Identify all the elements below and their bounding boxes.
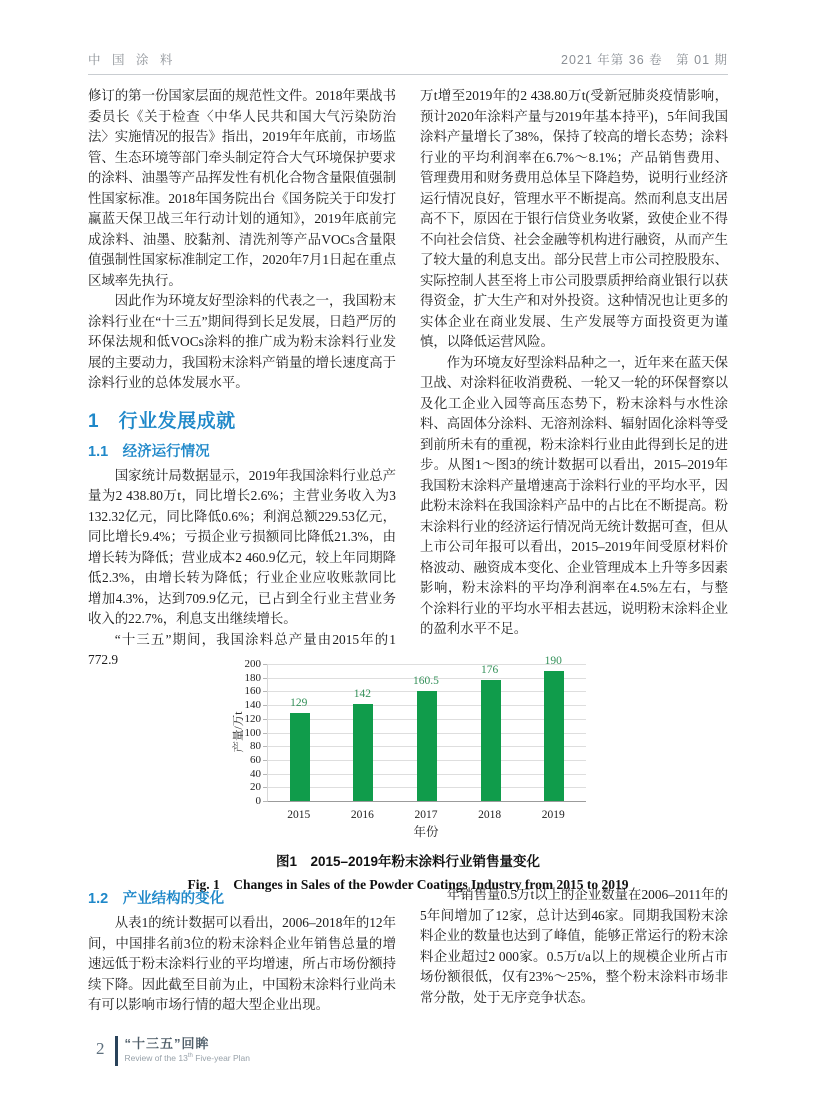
y-tick-mark bbox=[263, 678, 267, 679]
chart-bar bbox=[290, 713, 310, 801]
page-footer bbox=[96, 1036, 250, 1066]
chart-bar bbox=[544, 671, 564, 801]
y-tick-label: 80 bbox=[250, 740, 261, 753]
chart-bar bbox=[417, 691, 437, 801]
y-tick-label: 40 bbox=[250, 767, 261, 780]
section-heading-1-2: 1.2 产业结构的变化 bbox=[88, 891, 225, 907]
bar-value-label: 176 bbox=[480, 664, 499, 677]
journal-name: 中 国 涂 料 bbox=[88, 53, 177, 67]
paragraph: 修订的第一份国家层面的规范性文件。2018年栗战书委员长《关于检查〈中华人民共和国大气污染防治法〉实施情况的报告》指出，2019年年底前，市场监管、生态环境等部门牵头制定符合大气环境保护要求的涂料、油墨等产品挥发性有机化合物含量限值强制性国家标准。2018年国务院出台《国务院关于印发打赢蓝天保卫战三年行动计划的通知》，2019年底前完成涂料、油墨、胶黏剂、清洗剂等产品VOCs含量限值强制性国家标准制定工作，2020年7月1日起在重点区域率先执行。 bbox=[88, 88, 396, 288]
chart-bar bbox=[353, 704, 373, 801]
paragraph: 年销售量0.5万t以上的企业数量在2006–2011年的5年间增加了12家，总计达到46家。同期我国粉末涂料企业的数量也达到了峰值，能够正常运行的粉末涂料企业超过2 000家。0.5万t/a以上的规模企业所占市场份额很低，仅有23%～25%，整个粉末涂料市场非常分散，处于无序竞争状态。 bbox=[420, 887, 728, 1005]
y-tick-mark bbox=[263, 691, 267, 692]
y-tick-label: 0 bbox=[255, 795, 261, 807]
figure-1-bar-chart bbox=[224, 652, 604, 840]
y-tick-mark bbox=[263, 733, 267, 734]
y-tick-label: 180 bbox=[244, 671, 261, 684]
bar-value-label: 129 bbox=[290, 696, 308, 709]
x-tick-label: 2018 bbox=[478, 809, 502, 821]
paragraph: 作为环境友好型涂料品种之一，近年来在蓝天保卫战、对涂料征收消费税、一轮又一轮的环保督察以及化工企业入园等高压态势下，粉末涂料与水性涂料、高固体分涂料、无溶剂涂料、辐射固化涂料等受到前所未有的重视，粉末涂料行业由此得到长足的进步。从图1～图3的统计数据可以看出，2015–2019年我国粉末涂料产量增速高于涂料行业的平均水平，因此粉末涂料在我国涂料产品中的占比在不断提高。粉末涂料行业的经济运行情况尚无统计数据可查，但从上市公司年报可以看出，2015–2019年间受原材料价格波动、融资成本变化、企业管理成本上升等多因素影响，粉末涂料的平均净利润率在4.5%左右，与整个涂料行业的平均水平相去甚远，说明粉末涂料企业的盈利水平不足。 bbox=[420, 354, 728, 636]
paragraph: 万t增至2019年的2 438.80万t(受新冠肺炎疫情影响，预计2020年涂料产量与2019年基本持平)，5年间我国涂料产量增长了38%，保持了较高的增长态势；涂料行业的平均利润率在6.7%～8.1%；产品销售费用、管理费用和财务费用总体呈下降趋势，说明行业经济运行情况良好，管理水平不断提高。然而利息支出居高不下，原因在于银行信贷业务收紧，致使企业不得不向社会信贷、社会金融等机构进行融资，从而产生了较大量的利息支出。部分民营上市公司控股股东、实际控制人甚至将上市公司股票质押给商业银行以获得资金，扩大生产和对外投资。这种情况也让更多的实体企业在商业发展、生产发展等方面投资更为谨慎，以降低运营风险。 bbox=[420, 88, 728, 349]
x-tick-label: 2017 bbox=[414, 809, 438, 821]
y-tick-label: 100 bbox=[244, 726, 261, 739]
y-tick-mark bbox=[263, 774, 267, 775]
x-axis-title: 年份 bbox=[413, 825, 439, 839]
y-tick-mark bbox=[263, 746, 267, 747]
right-column-bottom bbox=[420, 885, 728, 1035]
x-tick-label: 2019 bbox=[541, 809, 565, 821]
paragraph: 国家统计局数据显示，2019年我国涂料行业总产量为2 438.80万t，同比增长2.6%；主营业务收入为3 132.32亿元，同比降低0.6%；利润总额229.53亿元，同比增长9.4%；亏损企业亏损额同比降低21.3%，由增长转为降低；营业成本2 460.9亿元，较上年同期降低2.3%，由增长转为降低；行业企业应收账款同比增加4.3%，达到709.9亿元，已占到全行业主营业务收入的22.7%，利息支出继续增长。 bbox=[88, 467, 396, 626]
y-tick-label: 200 bbox=[244, 658, 261, 670]
figure-1 bbox=[88, 652, 728, 893]
y-tick-mark bbox=[263, 801, 267, 802]
figure-caption-zh: 图1 2015–2019年粉末涂料行业销售量变化 bbox=[275, 854, 541, 869]
footer-column-zh: “十三五”回眸 bbox=[124, 1036, 210, 1051]
y-tick-label: 140 bbox=[244, 699, 261, 712]
y-tick-mark bbox=[263, 787, 267, 788]
y-tick-label: 120 bbox=[244, 712, 261, 725]
page-header bbox=[88, 50, 728, 75]
left-column-bottom bbox=[88, 885, 396, 1035]
y-tick-label: 60 bbox=[250, 753, 261, 766]
y-tick-label: 20 bbox=[250, 781, 261, 794]
bar-value-label: 160.5 bbox=[413, 675, 439, 688]
x-tick-label: 2015 bbox=[287, 809, 311, 821]
issue-info: 2021 年第 36 卷 第 01 期 bbox=[561, 53, 728, 67]
y-tick-mark bbox=[263, 760, 267, 761]
figure-caption-en: Fig. 1 Changes in Sales of the Powder Coatings Industry from 2015 to 2019 bbox=[187, 877, 629, 892]
y-tick-mark bbox=[263, 664, 267, 665]
paragraph: 因此作为环境友好型涂料的代表之一，我国粉末涂料行业在“十三五”期间得到长足发展，日趋严厉的环保法规和低VOCs涂料的推广成为粉末涂料行业发展的主要动力，我国粉末涂料产销量的增长速度高于涂料行业的总体发展水平。 bbox=[88, 293, 396, 390]
y-tick-mark bbox=[263, 719, 267, 720]
page-number: 2 bbox=[96, 1039, 105, 1058]
bar-value-label: 190 bbox=[544, 654, 562, 667]
y-axis-title: 产量/万t bbox=[233, 711, 245, 753]
chart-bar bbox=[481, 680, 501, 801]
footer-column-en: Review of the 13th Five-year Plan bbox=[124, 1053, 251, 1063]
section-heading-1-1: 1.1 经济运行情况 bbox=[88, 443, 210, 460]
paragraph: “十三五”期间，我国涂料总产量由2015年的1 772.9 bbox=[88, 631, 396, 667]
section-heading-1: 1 行业发展成就 bbox=[88, 410, 236, 432]
footer-divider-bar bbox=[115, 1036, 118, 1066]
x-tick-label: 2016 bbox=[350, 809, 374, 821]
y-tick-label: 160 bbox=[244, 685, 261, 698]
paragraph: 从表1的统计数据可以看出，2006–2018年的12年间，中国排名前3位的粉末涂料企业年销售总量的增速远低于粉末涂料行业的平均增速，所占市场份额持续下降。因此截至目前为止，中国粉末涂料行业尚未有可以影响市场行情的超大型企业出现。 bbox=[88, 915, 396, 1012]
bottom-columns bbox=[88, 885, 728, 1035]
right-column-top bbox=[420, 86, 728, 646]
bar-value-label: 142 bbox=[353, 687, 372, 700]
footer-column-title bbox=[125, 1036, 251, 1063]
